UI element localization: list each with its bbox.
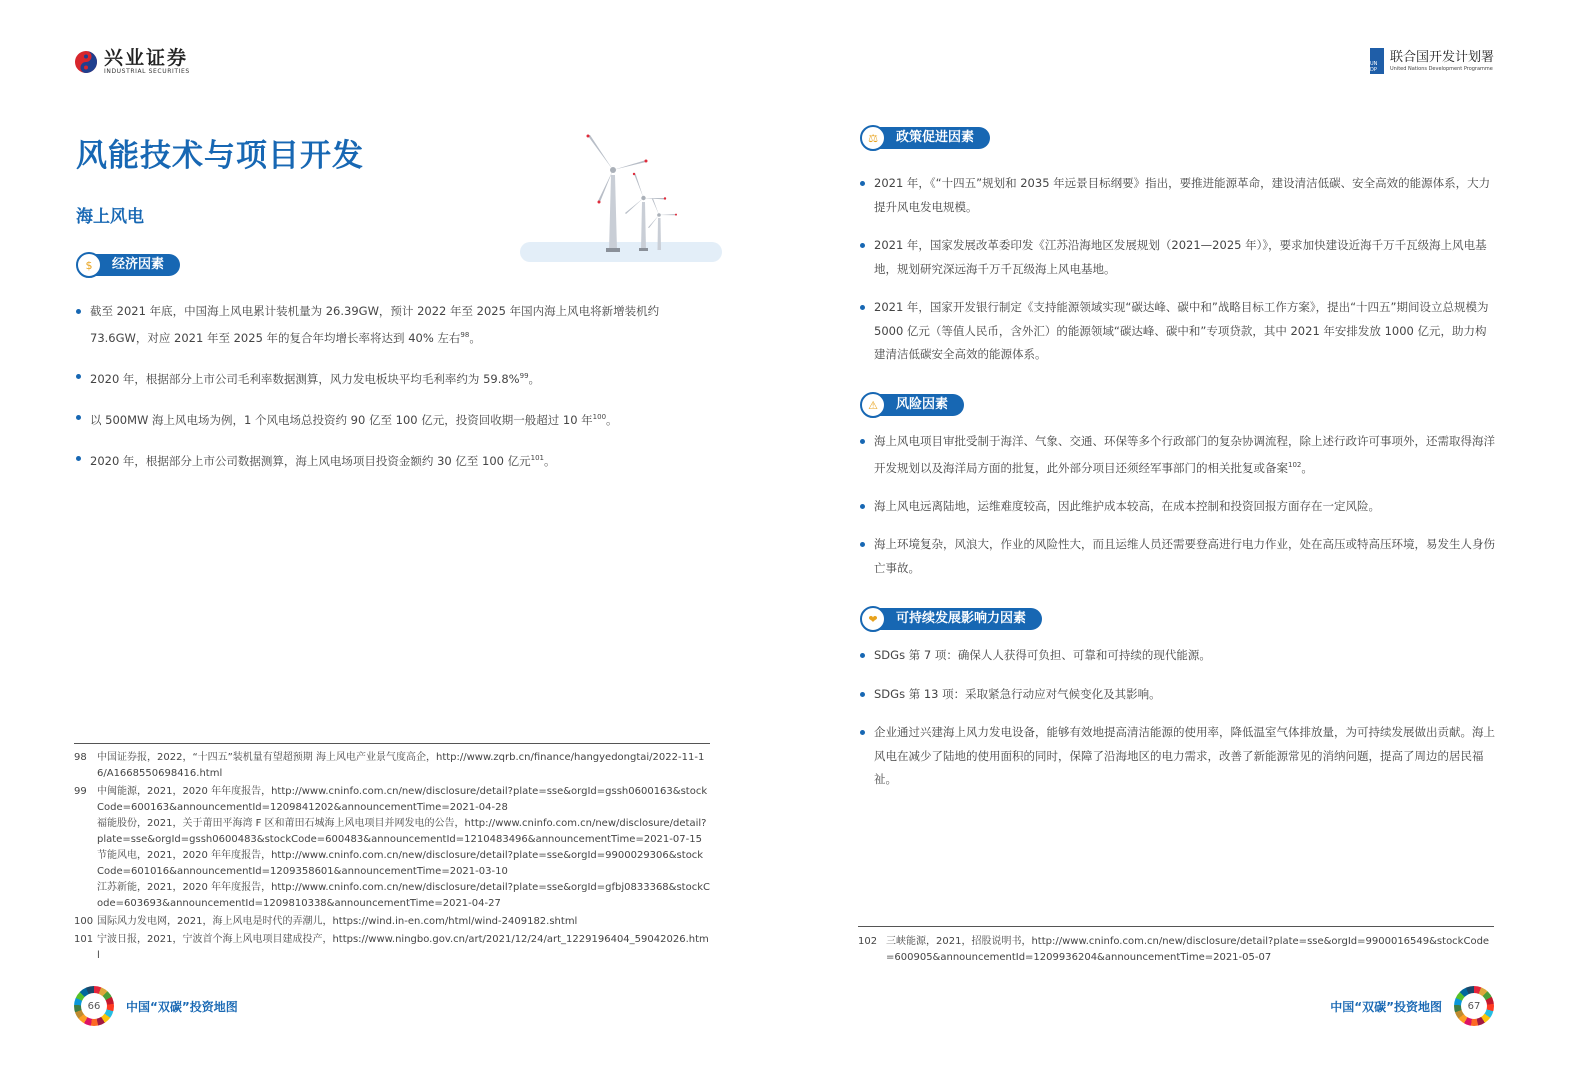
list-item (860, 172, 1496, 219)
footnote-ref[interactable]: 102 (1288, 460, 1302, 469)
item-text: 海上环境复杂，风浪大，作业的风险性大，而且运维人员还需要登高进行电力作业，处在高压或特高压环境，易发生人身伤亡事故。 (874, 537, 1495, 575)
footnote-number: 99 (74, 786, 87, 797)
footer-left (74, 986, 238, 1026)
footnote-text[interactable]: 福能股份，2021，关于莆田平海湾 F 区和莆田石城海上风电项目并网发电的公告，http://www.cninfo.com.cn/new/disclosure/detail?plate=sse&orgId=gssh0600483&stockCode=600483&announcementId=1210483496&announcementTime=2021-07-15 (97, 818, 707, 845)
section-label: 政策促进因素 (876, 127, 990, 149)
undp-logo (1370, 48, 1494, 74)
footnote (74, 816, 710, 848)
footnote-text[interactable]: 中国证券报，2022，“十四五”装机量有望超预期 海上风电产业景气度高企，http://www.zqrb.cn/finance/hangyedongtai/2022-11-16/A1668550698416.html (97, 752, 705, 779)
list-item (860, 721, 1496, 792)
large-wind-turbine-icon (587, 135, 648, 253)
item-end: 。 (469, 330, 481, 345)
list-item (860, 430, 1496, 480)
footnote (74, 880, 710, 912)
list-item (860, 533, 1496, 580)
footnote-ref[interactable]: 99 (519, 371, 529, 380)
footnote-ref[interactable]: 98 (460, 330, 470, 339)
footnote-number (74, 816, 97, 848)
list-item (76, 447, 706, 473)
list-item (76, 300, 706, 350)
list-item (76, 406, 706, 432)
risk-list (860, 430, 1496, 580)
item-text: 2021 年，国家发展改革委印发《江苏沿海地区发展规划（2021—2025 年）》，要求加快建设近海千万千瓦级海上风电基地，规划研究深远海千万千瓦级海上风电基地。 (874, 238, 1487, 276)
list-item (860, 644, 1496, 668)
item-end: 。 (606, 412, 618, 427)
footnote-text[interactable]: 三峡能源，2021，招股说明书，http://www.cninfo.com.cn/new/disclosure/detail?plate=sse&orgId=9900016549&stockCode=600905&announcementId=1209936204&announcementTime=2021-05-07 (886, 936, 1490, 963)
scale-icon: ⚖ (860, 125, 886, 151)
page-number: 67 (1461, 993, 1487, 1019)
footnote-ref[interactable]: 101 (530, 454, 544, 463)
item-text: SDGs 第 13 项：采取紧急行动应对气候变化及其影响。 (874, 686, 1161, 701)
footnote-number: 102 (858, 936, 878, 947)
item-text: 2020 年，根据部分上市公司毛利率数据测算，风力发电板块平均毛利率约为 59.8% (90, 371, 520, 386)
footnote-divider (74, 743, 710, 744)
footer-right (1330, 986, 1494, 1026)
item-text: 海上风电项目审批受制于海洋、气象、交通、环保等多个行政部门的复杂协调流程，除上述行政许可事项外，还需取得海洋开发规划以及海洋局方面的批复，此外部分项目还须经军事部门的相关批复或备案 (874, 434, 1495, 475)
footnote (858, 934, 1494, 966)
list-item (76, 365, 706, 391)
illustration-ground (520, 242, 722, 262)
footnote-ref[interactable]: 100 (592, 413, 607, 422)
footnotes-left (74, 750, 710, 964)
item-text: 截至 2021 年底，中国海上风电累计装机量为 26.39GW，预计 2022 年至 2025 年国内海上风电将新增装机约 73.6GW，对应 2021 年至 2025 年的复合年均增长率将达到 40% 左右 (90, 304, 660, 345)
page-number: 66 (81, 993, 107, 1019)
policy-list (860, 172, 1496, 367)
wind-turbine-illustration (518, 130, 724, 265)
left-brand-en: INDUSTRIAL SECURITIES (104, 68, 190, 75)
footnote (74, 914, 710, 930)
footer-title: 中国“双碳”投资地图 (126, 999, 238, 1014)
section-label: 经济因素 (92, 254, 180, 276)
footnote (74, 750, 710, 782)
footnote-text[interactable]: 中闽能源，2021，2020 年年度报告，http://www.cninfo.com.cn/new/disclosure/detail?plate=sse&orgId=gssh0600163&stockCode=600163&announcementId=1209841202&announcementTime=2021-04-28 (97, 786, 708, 813)
sdg-wheel-icon (1454, 986, 1494, 1026)
item-end: 。 (544, 454, 556, 469)
hand-heart-icon: ❤ (860, 606, 886, 632)
footnote-text[interactable]: 江苏新能，2021，2020 年年度报告，http://www.cninfo.com.cn/new/disclosure/detail?plate=sse&orgId=gfbj0833368&stockCode=603693&announcementId=1209810338&announcementTime=2021-04-27 (97, 882, 710, 909)
section-header-economic (76, 253, 180, 277)
section-header-sustainability (860, 607, 1042, 631)
item-text: 2021 年，国家开发银行制定《支持能源领域实现“碳达峰、碳中和”战略目标工作方案》，提出“十四五”期间设立总规模为 5000 亿元（等值人民币，含外汇）的能源领域“碳达峰、碳中和”专项贷款，其中 2021 年安排发放 1000 亿元，助力构建清洁低碳安全高效的能源体系。 (874, 300, 1489, 361)
footnote-divider (858, 926, 1494, 927)
footnote (74, 932, 710, 964)
footnote-text[interactable]: 国际风力发电网，2021，海上风电是时代的弄潮儿，https://wind.in-en.com/html/wind-2409182.shtml (97, 916, 578, 927)
footnote (74, 848, 710, 880)
page-subtitle: 海上风电 (76, 207, 144, 227)
section-header-policy (860, 126, 990, 150)
footnote-number: 101 (74, 934, 94, 945)
item-text: 以 500MW 海上风电场为例，1 个风电场总投资约 90 亿至 100 亿元，投资回收期一般超过 10 年 (90, 412, 593, 427)
item-end: 。 (528, 371, 541, 386)
industrial-securities-emblem-icon (74, 50, 98, 74)
footnote-number: 98 (74, 752, 87, 763)
item-text: 企业通过兴建海上风力发电设备，能够有效地提高清洁能源的使用率，降低温室气体排放量，为可持续发展做出贡献。海上风电在减少了陆地的使用面积的同时，保障了沿海地区的电力需求，改善了新能源常见的消纳问题，提高了周边的居民福祉。 (874, 725, 1495, 786)
item-end: 。 (1301, 460, 1313, 475)
item-text: 2020 年，根据部分上市公司数据测算，海上风电场项目投资金额约 30 亿至 100 亿元 (90, 454, 531, 469)
list-item (860, 495, 1496, 519)
item-text: 海上风电远离陆地，运维难度较高，因此维护成本较高，在成本控制和投资回报方面存在一定风险。 (874, 498, 1380, 513)
economic-list (76, 300, 706, 474)
coins-icon: $ (76, 252, 102, 278)
footnote-text[interactable]: 宁波日报，2021，宁波首个海上风电项目建成投产，https://www.ningbo.gov.cn/art/2021/12/24/art_1229196404_59042026.html (97, 934, 709, 961)
right-brand-en: United Nations Development Programme (1389, 66, 1493, 72)
footnote-number: 100 (74, 916, 94, 927)
footnote-number (74, 880, 97, 912)
footnote-number (74, 848, 97, 880)
warning-icon: ⚠ (860, 392, 886, 418)
sdg-wheel-icon (74, 986, 114, 1026)
list-item (860, 683, 1496, 707)
list-item (860, 234, 1496, 281)
footer-title: 中国“双碳”投资地图 (1330, 999, 1442, 1014)
section-label: 风险因素 (876, 394, 964, 416)
footnote-text[interactable]: 节能风电，2021，2020 年年度报告，http://www.cninfo.com.cn/new/disclosure/detail?plate=sse&orgId=9900029306&stockCode=601016&announcementId=1209358601&announcementTime=2021-03-10 (97, 850, 704, 877)
list-item (860, 296, 1496, 367)
item-text: SDGs 第 7 项：确保人人获得可负担、可靠和可持续的现代能源。 (874, 648, 1211, 662)
industrial-securities-logo (74, 48, 190, 75)
footnotes-right (858, 934, 1494, 966)
page-title: 风能技术与项目开发 (76, 138, 364, 174)
sustainability-list (860, 644, 1496, 792)
footnote (74, 784, 710, 816)
section-label: 可持续发展影响力因素 (876, 608, 1042, 630)
undp-box-text: UN DP (1369, 61, 1378, 73)
item-text: 2021 年，《“十四五”规划和 2035 年远景目标纲要》指出，要推进能源革命，建设清洁低碳、安全高效的能源体系，大力提升风电发电规模。 (874, 176, 1491, 214)
right-brand-name: 联合国开发计划署 (1389, 50, 1494, 65)
section-header-risk (860, 393, 964, 417)
undp-emblem-icon (1370, 48, 1384, 74)
left-brand-name: 兴业证券 (104, 47, 189, 69)
